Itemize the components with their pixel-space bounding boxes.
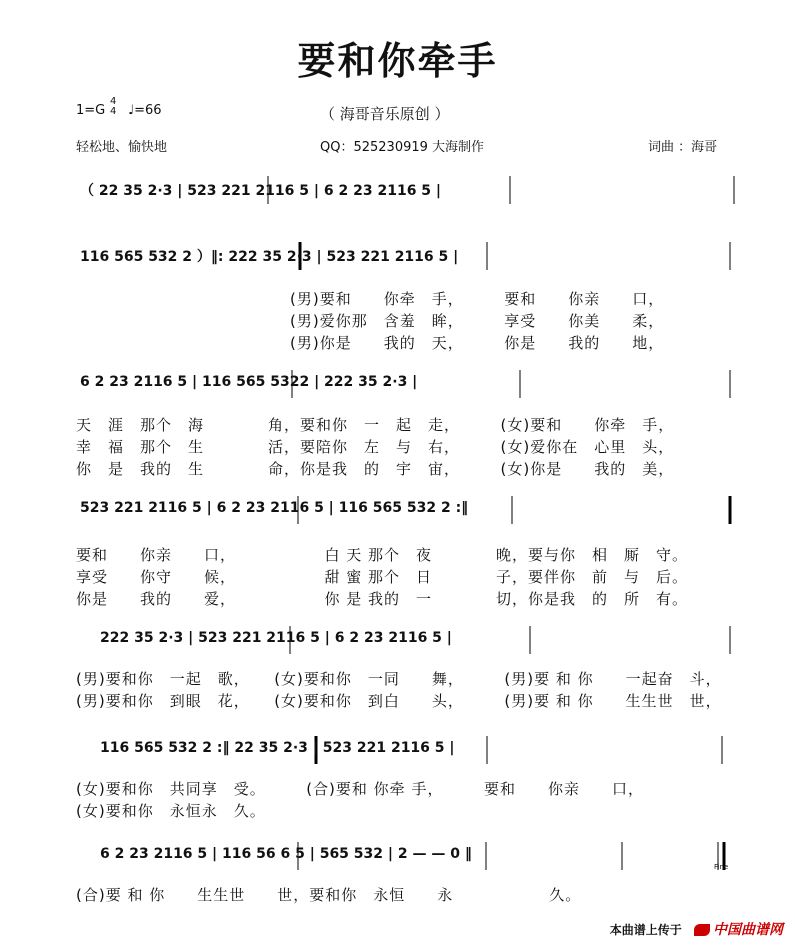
score-line-6	[0, 730, 795, 770]
lyric-line: 要和 你亲 口， 白 天 那个 夜 晚，要与你 相 厮 守。	[76, 546, 689, 564]
key-signature: 1=G	[76, 103, 106, 118]
score-line-5	[0, 620, 795, 660]
notation: 6 2 23 2116 5 | 116 565 5322 | 222 35 2·3 |	[80, 374, 418, 390]
time-signature: 4 4	[110, 96, 117, 117]
lyric-line: (男)要和 你牵 手， 要和 你亲 口，	[290, 290, 665, 308]
song-title: 要和你牵手	[297, 38, 498, 83]
lyric-line: 你是 我的 爱， 你 是 我的 一 切，你是我 的 所 有。	[76, 590, 689, 608]
notation: 222 35 2·3 | 523 221 2116 5 | 6 2 23 2116 5 |	[100, 630, 452, 646]
score-line-4	[0, 490, 795, 530]
notation: （ 22 35 2·3 | 523 221 2116 5 | 6 2 23 2116 5 |	[80, 183, 442, 199]
notation: 6 2 23 2116 5 | 116 56 6 5 | 565 532 | 2 — — 0 ‖	[100, 846, 472, 862]
contact-info: QQ：525230919 大海制作	[320, 140, 485, 155]
lyric-line: (男)你是 我的 天， 你是 我的 地，	[290, 334, 665, 352]
tempo-mark: ♩=66	[128, 103, 162, 118]
notation: 116 565 532 2 ）‖: 222 35 2·3 | 523 221 2116 5 |	[80, 249, 459, 265]
score-line-7	[0, 836, 795, 876]
notation: 523 221 2116 5 | 6 2 23 2116 5 | 116 565 532 2 :‖	[80, 500, 469, 516]
logo-icon	[694, 924, 710, 936]
lyric-line: (合)要 和 你 生生世 世，要和你 永恒 永 久。	[76, 886, 582, 904]
lyric-line: (男)爱你那 含羞 眸， 享受 你美 柔，	[290, 312, 665, 330]
composer-credit: 词曲 ：海哥	[648, 140, 718, 155]
credit-line: （ 海哥音乐原创 ）	[320, 105, 450, 123]
expression-mark: 轻松地、愉快地	[76, 140, 168, 155]
lyric-line: (男)要和你 到眼 花， (女)要和你 到白 头， (男)要 和 你 生生世 世，	[76, 692, 722, 710]
lyric-line: 天 涯 那个 海 角，要和你 一 起 走， (女)要和 你牵 手，	[76, 416, 675, 434]
lyric-line: (女)要和你 共同享 受。 (合)要和 你牵 手， 要和 你亲 口，	[76, 780, 644, 798]
lyric-line: (女)要和你 永恒永 久。	[76, 802, 266, 820]
score-line-1	[0, 170, 795, 210]
score-line-3	[0, 364, 795, 404]
site-logo[interactable]: 中国曲谱网	[694, 919, 783, 939]
lyric-line: 你 是 我的 生 命，你是我 的 宇 宙， (女)你是 我的 美，	[76, 460, 675, 478]
lyric-line: 享受 你守 候， 甜 蜜 那个 日 子，要伴你 前 与 后。	[76, 568, 689, 586]
notation: 116 565 532 2 :‖ 22 35 2·3 | 523 221 2116 5 |	[100, 740, 455, 756]
lyric-line: (男)要和你 一起 歌， (女)要和你 一同 舞， (男)要 和 你 一起奋 斗，	[76, 670, 722, 688]
fine-mark: Fine	[714, 863, 729, 871]
footer	[610, 919, 783, 939]
upload-note: 本曲谱上传于	[609, 923, 682, 937]
quarter-note-icon: ♩	[128, 103, 135, 118]
lyric-line: 幸 福 那个 生 活，要陪你 左 与 右， (女)爱你在 心里 头，	[76, 438, 675, 456]
score-line-2	[0, 236, 795, 276]
